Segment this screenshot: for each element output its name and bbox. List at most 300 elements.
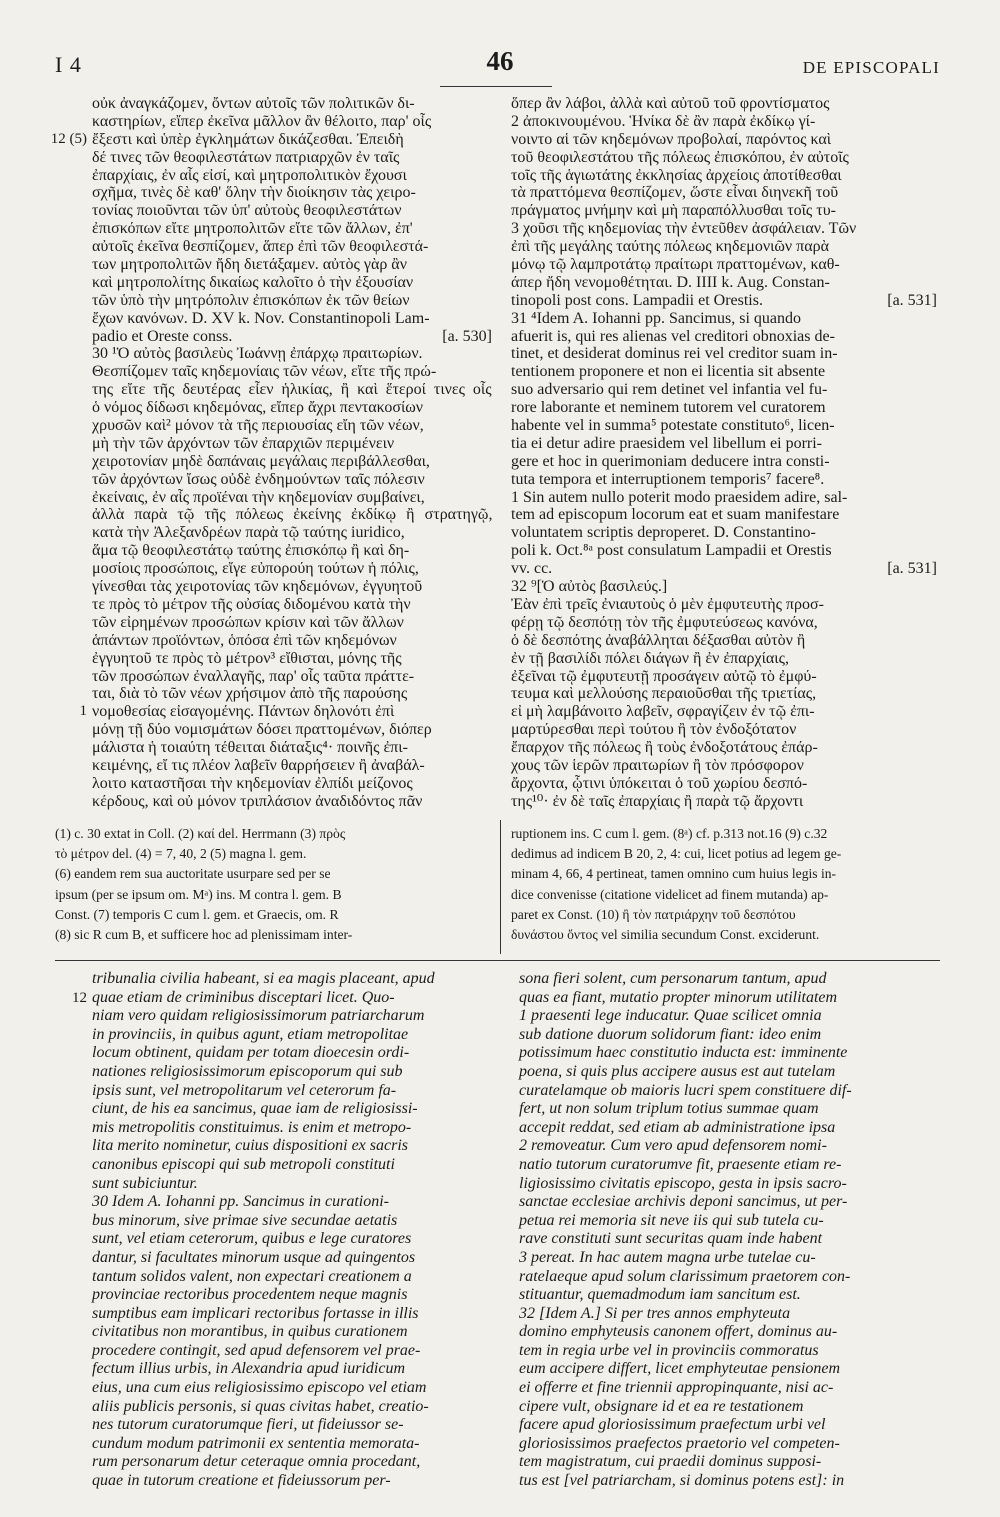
text-line: [92, 1007, 494, 1026]
line-text: lita merito nominetur, cuius dispositioni ex sacris: [92, 1137, 408, 1155]
text-line: [511, 844, 939, 864]
text-line: [92, 489, 492, 507]
line-text: ἐπαρχίαις, ἐν αἷς εἰσί, καὶ μητροπολιτικὸν ἔχουσι: [92, 166, 407, 184]
text-line: [511, 149, 937, 167]
text-line: [519, 1379, 937, 1398]
text-line: [511, 632, 937, 650]
line-text: (8) sic R cum B, et sufficere hoc ad plenissimam inter-: [55, 926, 353, 942]
text-line: [92, 1175, 494, 1194]
line-text: sumptibus eam implicari rectoribus fortasse in illis: [92, 1304, 419, 1322]
date-bracket: [a. 531]: [887, 291, 937, 309]
text-line: [92, 95, 492, 113]
text-line: [92, 524, 492, 542]
text-line: [511, 310, 937, 328]
line-text: τὰ πραττόμενα θεσπίζομεν, ὥστε εἶναι διηνεκῆ τοῦ: [511, 184, 839, 202]
text-line: [92, 202, 492, 220]
text-line: [92, 149, 492, 167]
line-text: tia ei detur adire praesidem vel libellum ei porri-: [511, 434, 822, 452]
text-line: [511, 703, 937, 721]
line-text: dice convenisse (citatione videlicet ad finem mutanda) ap-: [511, 886, 829, 902]
line-text: vv. cc.: [511, 560, 553, 578]
line-text: rave constituti sunt securitas quam inde habent: [519, 1230, 823, 1248]
line-text: λοιτο καταστῆσαι τὴν κηδεμονίαν ἐλπίδι μείζονος: [92, 774, 413, 792]
text-line: [92, 1044, 494, 1063]
line-text: sunt subiciuntur.: [92, 1174, 198, 1192]
text-line: [55, 905, 491, 925]
text-line: [92, 238, 492, 256]
line-text: padio et Oreste conss.: [92, 327, 233, 345]
line-text: tinopoli post cons. Lampadii et Orestis.: [511, 291, 763, 309]
text-line: [511, 113, 937, 131]
page-number: 46: [486, 46, 514, 76]
text-line: [511, 506, 937, 524]
line-text: 1 praesenti lege inducatur. Quae scilicet omnia: [519, 1007, 822, 1025]
footnote-column-divider: [500, 820, 501, 954]
text-line: [92, 1100, 494, 1119]
text-line: [519, 1026, 937, 1045]
line-text: ἔξεστι καὶ ὑπὲρ ἐγκλημάτων δικάζεσθαι. Ἐπειδὴ: [92, 130, 404, 148]
text-line: [92, 310, 492, 328]
text-line: [92, 757, 492, 775]
text-line: [92, 1342, 494, 1361]
line-text: paret ex Const. (10) ἢ τὸν πατριάρχην τοῦ δεσπότου: [511, 906, 796, 922]
line-text: 3 χοῦσι τῆς κηδεμονίας τὴν ἐντεῦθεν ἀσφάλειαν. Τῶν: [511, 220, 857, 238]
text-line: [92, 1305, 494, 1324]
line-text: πράγματος μνήμην καὶ μὴ παραπόλλυσθαι τοῖς τυ-: [511, 202, 836, 220]
text-line: [92, 614, 492, 632]
line-text: της¹⁰· ἐν δὲ ταῖς ἐπαρχίαις ἢ παρὰ τῷ ἄρχοντι: [511, 792, 804, 810]
text-line: [92, 1416, 494, 1435]
line-text: Θεσπίζομεν ταῖς κηδεμονίαις τῶν νέων, εἴτε τῆς πρώ-: [92, 363, 437, 381]
footnotes-left: [55, 824, 491, 945]
line-text: τοῖς τῆς ἁγιωτάτης ἐκκλησίας ἀρχείοις ἀποτίθεσθαι: [511, 166, 842, 184]
line-text: petua rei memoria sit neve iis qui sub tutela cu-: [519, 1211, 824, 1229]
line-text: ἀλλὰ παρὰ τῷ τῆς πόλεως ἐκείνης ἐκδίκῳ ἢ στρατηγῷ,: [92, 506, 493, 524]
text-line: [92, 1137, 494, 1156]
text-line: [519, 1249, 937, 1268]
text-line: [511, 925, 939, 945]
line-text: κατὰ τὴν Ἀλεξανδρέων παρὰ τῷ ταύτης iuridico,: [92, 524, 405, 542]
line-text: τῶν ἀρχόντων ἴσως οὐδὲ ἐνδημούντων ταῖς πόλεσιν: [92, 470, 425, 488]
running-head: DE EPISCOPALI: [802, 58, 940, 77]
text-line: [519, 1137, 937, 1156]
text-line: [519, 1156, 937, 1175]
line-text: ὁ δὲ δεσπότης ἀναβάλληται δέξασθαι αὐτὸν ἢ: [511, 631, 806, 649]
text-line: [92, 471, 492, 489]
text-line: [519, 1286, 937, 1305]
line-text: ipsum (per se ipsum om. Mᵃ) ins. M contra l. gem. B: [55, 886, 342, 902]
text-line: [511, 560, 937, 578]
text-line: [511, 417, 937, 435]
line-text: 30 ¹Ὁ αὐτὸς βασιλεὺς Ἰωάννῃ ἐπάρχῳ πραιτωρίων.: [92, 345, 423, 363]
text-line: [519, 1305, 937, 1324]
text-line: [92, 1156, 494, 1175]
line-text: tantum solidos valent, non expectari creationem a: [92, 1267, 412, 1285]
line-text: νοιντο αἱ τῶν κηδεμόνων προβολαί, παρόντος καὶ: [511, 130, 832, 148]
text-line: [92, 970, 494, 989]
text-line: [519, 1007, 937, 1026]
text-line: [511, 578, 937, 596]
text-line: [92, 1323, 494, 1342]
line-text: dedimus ad indicem B 20, 2, 4: cui, licet potius ad legem ge-: [511, 846, 842, 862]
text-line: [511, 167, 937, 185]
text-line: [511, 238, 937, 256]
text-line: [511, 721, 937, 739]
text-line: [92, 596, 492, 614]
line-text: ἔχων κανόνων. D. XV k. Nov. Constantinopoli Lam-: [92, 309, 430, 327]
line-text: άπερ ἤδη νενομοθέτηται. D. IIII k. Aug. Constan-: [511, 273, 830, 291]
text-line: [92, 184, 492, 202]
text-line: [511, 650, 937, 668]
margin-number: 1: [79, 703, 87, 720]
text-line: [55, 824, 491, 844]
line-text: τονίας ποιοῦνται τῶν ὑπ' αὐτοὺς θεοφιλεστάτων: [92, 202, 402, 220]
text-line: [519, 1119, 937, 1138]
greek-column-right: [511, 95, 937, 811]
line-text: της εἴτε τῆς δευτέρας εἶεν ἡλικίας, ἢ καὶ ἕτεροί τινες οἷς: [92, 381, 492, 399]
text-line: [511, 435, 937, 453]
text-line: [511, 345, 937, 363]
line-text: gere et hoc in querimoniam deducere intra consti-: [511, 452, 830, 470]
footnotes-right: [511, 824, 939, 945]
line-text: μάλιστα ἡ τοιαύτη τέθειται διάταξις⁴· ποινῆς ἐπι-: [92, 739, 408, 757]
line-text: tus est [vel patriarcham, si dominus potens est]: in: [519, 1472, 845, 1490]
text-line: [519, 1360, 937, 1379]
line-text: μαρτύρεσθαι περὶ τούτου ἢ τὸν ἐνδοξότατον: [511, 721, 797, 739]
text-line: [519, 970, 937, 989]
text-line: [519, 1323, 937, 1342]
line-text: fectum illius urbis, in Alexandria apud iuridicum: [92, 1360, 406, 1378]
margin-number: 12 (5): [50, 130, 87, 147]
line-text: tinet, et desiderat dominus rei vel creditor suam in-: [511, 345, 838, 363]
line-text: 3 pereat. In hac autem magna urbe tutelae cu-: [519, 1248, 816, 1266]
line-text: tem magistratum, cui praedii dominus supposi-: [519, 1453, 822, 1471]
line-text: χειροτονίαν μηδὲ δαπάναις μεγάλαις περιβάλλεσθαι,: [92, 452, 430, 470]
line-text: ipsis sunt, vel metropolitarum vel ceterorum fa-: [92, 1081, 397, 1099]
line-text: 32 [Idem A.] Si per tres annos emphyteuta: [519, 1304, 791, 1322]
text-line: [519, 1435, 937, 1454]
line-text: μόνῳ τῷ λαμπροτάτῳ πραίτωρι πραττομένων, καθ-: [511, 256, 840, 274]
line-text: χους τῶν ἱερῶν πραιτωρίων ἢ τὸν πρόσφορον: [511, 756, 804, 774]
line-text: nationes religiosissimorum episcoporum qui sub: [92, 1062, 403, 1080]
line-text: ὅπερ ἂν λάβοι, ἀλλὰ καὶ αὐτοῦ τοῦ φροντίσματος: [511, 95, 830, 112]
line-text: ἔπαρχον τῆς πόλεως ἢ τοὺς ἐνδοξοτάτους ἐπάρ-: [511, 739, 818, 757]
latin-column-left: [72, 970, 494, 1491]
text-line: [519, 1175, 937, 1194]
line-text: cipere vult, obsignare id et ea re testationem: [519, 1397, 804, 1415]
line-text: cundum modum patrimonii ex sententia memorata-: [92, 1434, 420, 1452]
line-text: καὶ μητροπολίτης δικαίως καλοῖτο ὁ τὴν ἐξουσίαν: [92, 273, 414, 291]
line-text: suo adversario qui rem detinet vel infantia vel fu-: [511, 381, 828, 399]
line-text: οὐκ ἀναγκάζομεν, ὄντων αὐτοῖς τῶν πολιτικῶν δι-: [92, 95, 415, 112]
text-line: [519, 1453, 937, 1472]
text-line: [519, 1342, 937, 1361]
text-line: [511, 596, 937, 614]
line-text: ἐξεῖναι τῷ ἐμφυτευτῇ προσάγειν αὐτῷ τὸ ἐμφύ-: [511, 667, 817, 685]
line-text: 2 ἀποκινουμένου. Ἡνίκα δὲ ἂν παρὰ ἐκδίκῳ γί-: [511, 112, 816, 130]
line-text: tribunalia civilia habeant, si ea magis placeant, apud: [92, 970, 435, 987]
text-line: [511, 668, 937, 686]
text-line: [511, 274, 937, 292]
line-text: τε πρὸς τὸ μέτρον τῆς οὐσίας διδομένου κατὰ τὴν: [92, 595, 411, 613]
line-text: poli k. Oct.⁸ᵃ post consulatum Lampadii et Orestis: [511, 542, 832, 560]
line-text: των μητροπολιτῶν ἤδη διετάξαμεν. αὐτὸς γὰρ ἂν: [92, 256, 407, 274]
text-line: [92, 542, 492, 560]
text-line: [511, 256, 937, 274]
text-line: [55, 844, 491, 864]
text-line: [511, 184, 937, 202]
text-line: [92, 739, 492, 757]
text-line: [92, 775, 492, 793]
line-text: τῶν εἰρημένων προσώπων κρίσιν καὶ τῶν ἄλλων: [92, 613, 404, 631]
line-text: (6) eandem rem sua auctoritate usurpare sed per se: [55, 866, 331, 882]
greek-column-left: [50, 95, 493, 811]
line-text: ciunt, de his ea sancimus, quae iam de religiosissi-: [92, 1100, 418, 1118]
line-text: τοῦ θεοφιλεστάτου τῆς πόλεως ἐπισκόπου, ἐν αὐτοῖς: [511, 148, 849, 166]
line-text: quae etiam de criminibus disceptari licet. Quo-: [92, 988, 395, 1006]
text-line: [511, 399, 937, 417]
text-line: [92, 399, 492, 417]
line-text: ἐν τῇ βασιλίδι πόλει διάγων ἢ ἐν ἐπαρχίαις,: [511, 649, 789, 667]
line-text: ruptionem ins. C cum l. gem. (8ᵃ) cf. p.313 not.16 (9) c.32: [511, 826, 828, 841]
text-line: [92, 274, 492, 292]
line-text: rum personarum detur ceteraque omnia procedant,: [92, 1453, 421, 1471]
line-text: aliis publicis personis, si quas civitas habet, creatio-: [92, 1397, 429, 1415]
text-line: [511, 381, 937, 399]
line-text: 32 ⁹[Ὁ αὐτὸς βασιλεύς.]: [511, 578, 668, 596]
text-line: [519, 1212, 937, 1231]
line-text: potissimum haec constitutio inducta est: imminente: [519, 1044, 848, 1062]
text-line: [511, 471, 937, 489]
text-line: [519, 1044, 937, 1063]
line-text: facere apud gloriosissimum praefectum urbi vel: [519, 1416, 826, 1434]
text-line: [92, 417, 492, 435]
text-line: [92, 506, 492, 524]
line-text: accepit reddat, sed etiam ab administratione ipsa: [519, 1118, 836, 1136]
line-text: ἐκείναις, ἐν αἷς προϊέναι τὴν κηδεμονίαν συμβαίνει,: [92, 488, 425, 506]
line-text: sanctae ecclesiae archivis deponi sancimus, ut per-: [519, 1193, 848, 1211]
text-line: [511, 885, 939, 905]
text-line: [92, 453, 492, 471]
text-line: [511, 739, 937, 757]
line-text: μόνῃ τῇ δύο νομισμάτων δόσει πραττομένων, διόπερ: [92, 721, 432, 739]
text-line: [92, 1286, 494, 1305]
text-line: [511, 824, 939, 844]
latin-column-right: [519, 970, 937, 1491]
text-line: [92, 560, 492, 578]
line-text: domino emphyteusis canonem offert, dominus au-: [519, 1323, 838, 1341]
text-line: [92, 363, 492, 381]
text-line: [511, 542, 937, 560]
line-text: σχῆμα, τινὲς δὲ καθ' ὅλην τὴν διοίκησιν τὰς χειρο-: [92, 184, 416, 202]
line-text: tuta tempora et interruptionem temporis⁷ facere⁸.: [511, 470, 825, 488]
line-text: mis metropolitis constituimus. is enim et metropo-: [92, 1118, 412, 1136]
text-line: [511, 202, 937, 220]
text-line: [79, 703, 492, 721]
text-line: [511, 489, 937, 507]
text-line: [92, 1398, 494, 1417]
line-text: Const. (7) temporis C cum l. gem. et Graecis, om. R: [55, 906, 339, 922]
text-line: [511, 131, 937, 149]
line-text: 31 ⁴Idem A. Iohanni pp. Sancimus, si quando: [511, 309, 801, 327]
line-text: εἰ μὴ λαμβάνοιτο λαβεῖν, σφραγίζειν ἐν τῷ ἐπι-: [511, 703, 815, 721]
text-line: [92, 685, 492, 703]
line-text: γίνεσθαι τὰς χειροτονίας τῶν κηδεμόνων, ἐγγυητοῦ: [92, 578, 423, 596]
line-text: νομοθεσίας εἰσαγομένης. Πάντων δηλονότι ἐπὶ: [92, 703, 395, 721]
text-line: [92, 1063, 494, 1082]
line-text: eum accipere differt, licet emphyteutae pensionem: [519, 1360, 841, 1378]
text-line: [511, 864, 939, 884]
section-label: I 4: [55, 52, 82, 77]
line-text: Ἐὰν ἐπὶ τρεῖς ἐνιαυτοὺς ὁ μὲν ἐμφυτευτὴς προσ-: [511, 595, 824, 613]
text-line: [92, 292, 492, 310]
line-text: tem ad episcopum locorum eat et suam manifestare: [511, 506, 840, 524]
text-line: [519, 1472, 937, 1491]
line-text: μὴ τὴν τῶν ἀρχόντων τῶν ἐπαρχιῶν περιμένειν: [92, 434, 395, 452]
text-line: [92, 632, 492, 650]
line-text: ἅμα τῷ θεοφιλεστάτῳ ταύτης ἐπισκόπῳ ἢ καὶ δη-: [92, 542, 410, 560]
line-text: tem in regia urbe vel in provinciis commoratus: [519, 1341, 819, 1359]
text-line: [92, 793, 492, 811]
text-line: [511, 775, 937, 793]
text-line: [511, 363, 937, 381]
text-line: [92, 578, 492, 596]
text-line: [92, 1082, 494, 1101]
line-text: μοσίοις προσώποις, εἴγε εὐπορούη τούτων ἡ πόλις,: [92, 560, 419, 578]
text-line: [92, 256, 492, 274]
line-text: rore laborante et neminem tutorem vel curatorem: [511, 399, 826, 417]
text-line: [92, 721, 492, 739]
line-text: nes tutorum curatorumque fieri, ut fideiussor se-: [92, 1416, 404, 1434]
line-text: φέρῃ τῷ δεσπότῃ τὸν τῆς ἐμφυτεύσεως κανόνα,: [511, 613, 818, 631]
line-text: δέ τινες τῶν θεοφιλεστάτων πατριαρχῶν ἐν ταῖς: [92, 148, 400, 166]
text-line: [92, 668, 492, 686]
line-text: afuerit is, qui res alienas vel creditori obnoxias de-: [511, 327, 835, 345]
line-text: eius, una cum eius religiosissimo episcopo vel etiam: [92, 1379, 427, 1397]
text-line: [519, 1063, 937, 1082]
line-text: sunt, vel etiam ceterorum, quibus e lege curatores: [92, 1230, 412, 1248]
line-text: procedere contingit, sed apud defensorem vel prae-: [92, 1341, 421, 1359]
line-text: ratelaeque apud solum clarissimum praetorem con-: [519, 1267, 851, 1285]
line-text: fert, ut non solum triplum totius summae quam: [519, 1100, 819, 1118]
line-text: κειμένης, εἴ τις πλέον λαβεῖν θαρρήσειεν ἢ ἀναβάλ-: [92, 756, 425, 774]
text-line: [55, 864, 491, 884]
line-text: dantur, si facultates minorum usque ad quingentos: [92, 1248, 416, 1266]
line-text: quas ea fiant, mutatio propter minorum utilitatem: [519, 988, 838, 1006]
line-text: voluntatem scriptis deproperet. D. Constantino-: [511, 524, 816, 542]
line-text: 1 Sin autem nullo poterit modo praesidem adire, sal-: [511, 488, 848, 506]
text-line: [92, 1268, 494, 1287]
text-line: [92, 435, 492, 453]
line-text: sub datione duorum solidorum fiant: ideo enim: [519, 1025, 822, 1043]
line-text: ἄρχοντα, ᾧτινι ὑπόκειται ὁ τοῦ χωρίου δεσπό-: [511, 774, 808, 792]
line-text: provinciae rectoribus procedentem neque magnis: [92, 1286, 408, 1304]
text-line: [92, 1435, 494, 1454]
text-line: [511, 328, 937, 346]
text-line: [55, 925, 491, 945]
line-text: curatelamque ob maioris lucri spem constituere dif-: [519, 1081, 852, 1099]
text-line: [511, 685, 937, 703]
text-line: [92, 1360, 494, 1379]
text-line: [511, 220, 937, 238]
line-text: (1) c. 30 extat in Coll. (2) καί del. Herrmann (3) πρὸς: [55, 826, 346, 841]
line-text: tentionem proponere et non ei licentia sit absente: [511, 363, 826, 381]
line-text: in provinciis, in quibus agunt, etiam metropolitae: [92, 1025, 409, 1043]
line-text: civitatibus non morantibus, in quibus curationem: [92, 1323, 408, 1341]
line-text: sona fieri solent, cum personarum tantum, apud: [519, 970, 827, 987]
text-line: [511, 524, 937, 542]
text-line: [511, 453, 937, 471]
text-line: [519, 1416, 937, 1435]
text-line: [50, 130, 492, 149]
text-line: [92, 1119, 494, 1138]
line-text: ἐγγυητοῦ τε πρὸς τὸ μέτρον³ εἴθισται, μόνης τῆς: [92, 649, 402, 667]
line-text: locum obtinent, quidam per totam dioecesin ordi-: [92, 1044, 410, 1062]
line-text: ται, διὰ τὸ τῶν νέων χρήσιμον ἀπὸ τῆς παρούσης: [92, 685, 408, 703]
line-text: τευμα καὶ μελλούσης περαιοῦσθαι τῆς τριετίας,: [511, 685, 817, 703]
line-text: gloriosissimos praefectos praetorio vel competen-: [519, 1434, 840, 1452]
text-line: [519, 1193, 937, 1212]
text-line: [92, 1453, 494, 1472]
line-text: ἁπάντων προϊόντων, ὁπόσα ἐπὶ τῶν κηδεμόνων: [92, 631, 397, 649]
line-text: καστηρίων, εἴπερ ἐκεῖνα μᾶλλον ἂν θέλοιτο, παρ' οἷς: [92, 112, 432, 130]
text-line: [92, 1212, 494, 1231]
line-text: quae in tutorum creatione et fideiussorum per-: [92, 1472, 391, 1490]
line-text: τῶν προσώπων ἐναλλαγῆς, παρ' οἷς ταῦτα πράττε-: [92, 667, 415, 685]
text-line: [92, 220, 492, 238]
line-text: αὐτοῖς ἐκεῖνα θεσπίζομεν, ἅπερ ἐπὶ τῶν θεοφιλεστά-: [92, 238, 429, 256]
text-line: [519, 989, 937, 1008]
line-text: ὁ νόμος δίδωσι κηδεμόνας, εἴπερ ἄχρι πεντακοσίων: [92, 399, 424, 417]
line-text: τῶν ὑπὸ τὴν μητρόπολιν ἐπισκόπων ἐκ τῶν θείων: [92, 291, 410, 309]
line-text: τὸ μέτρον del. (4) = 7, 40, 2 (5) magna l. gem.: [55, 846, 307, 862]
page-number-rule: [440, 86, 552, 87]
text-line: [511, 757, 937, 775]
line-text: stituantur, quemadmodum iam sancitum est.: [519, 1286, 801, 1304]
line-text: niam vero quidam religiosissimorum patriarcharum: [92, 1007, 425, 1025]
text-line: [92, 345, 492, 363]
text-line: [519, 1230, 937, 1249]
line-text: 30 Idem A. Iohanni pp. Sancimus in curationi-: [92, 1193, 390, 1211]
text-line: [519, 1398, 937, 1417]
text-line: [92, 1379, 494, 1398]
line-text: ligiosissimo civitatis episcopo, gesta in ipsis sacro-: [519, 1174, 847, 1192]
text-line: [72, 988, 494, 1008]
line-text: poena, si quis plus accipere ausus est aut tutelam: [519, 1062, 836, 1080]
line-text: χρυσῶν καὶ² μόνον τὰ τῆς περιουσίας εἴη τῶν νέων,: [92, 417, 424, 435]
line-text: ἐπισκόπων εἴτε μητροπολιτῶν εἴτε τῶν ἄλλων, ἐπ': [92, 220, 413, 238]
text-line: [92, 1026, 494, 1045]
text-line: [519, 1100, 937, 1119]
text-line: [92, 1249, 494, 1268]
line-text: ἐπὶ τῆς μεγάλης ταύτης πόλεως κηδεμονιῶν παρὰ: [511, 238, 829, 256]
text-line: [92, 328, 492, 346]
text-line: [519, 1082, 937, 1101]
line-text: bus minorum, sive primae sive secundae aetatis: [92, 1211, 398, 1229]
line-text: habente vel in summa⁵ potestate constituto⁶, licen-: [511, 417, 835, 435]
line-text: δυνάστου ὄντος vel similia secundum Const. exciderunt.: [511, 926, 820, 942]
text-line: [92, 1193, 494, 1212]
text-line: [92, 167, 492, 185]
line-text: minam 4, 66, 4 pertineat, tamen omnino cum huius legis in-: [511, 866, 837, 882]
date-bracket: [a. 531]: [887, 560, 937, 578]
text-line: [92, 650, 492, 668]
text-line: [92, 113, 492, 131]
date-bracket: [a. 530]: [442, 327, 492, 345]
text-line: [92, 381, 492, 399]
text-line: [92, 1230, 494, 1249]
section-divider: [55, 960, 940, 961]
